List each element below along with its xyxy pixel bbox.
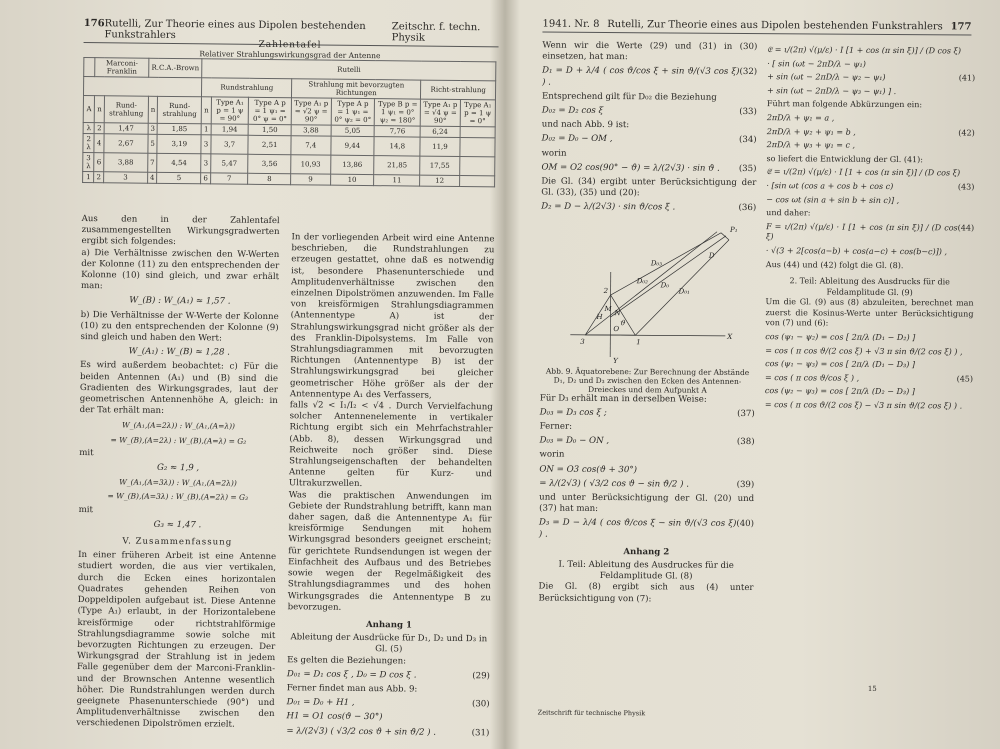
equation: [287, 697, 490, 710]
paragraph: Die Gl. (34) ergibt unter Berücksichtigung der Gl. (33), (35) und (20):: [541, 176, 757, 199]
fig-label: M: [604, 304, 612, 313]
figure-9-diagram: [540, 216, 756, 367]
table-cell: 3,7: [211, 135, 249, 154]
equation-number: (41): [958, 73, 976, 83]
figure-caption: Abb. 9. Äquatorebene: Zur Berechnung der Abstände D₁, D₂ und D₃ zwischen den Ecken des Antennen-Dreieckes und dem Aufpunkt A: [545, 366, 750, 395]
equation-body: 2πD/λ + ψ₂ + ψ₁ = b ,: [766, 126, 856, 137]
right-page: [517, 18, 977, 746]
equation: [539, 478, 754, 491]
table-cell: [459, 156, 495, 175]
equation-body: · [ sin (ωt − 2πD/λ − ψ₁): [767, 58, 866, 69]
equation: [540, 407, 755, 420]
equation: [766, 246, 974, 258]
fig-label: H: [596, 312, 603, 321]
equation: [286, 712, 489, 725]
table-cell: 2: [94, 172, 104, 183]
table-cell: 1,50: [248, 124, 291, 135]
appendix-subtitle: I. Teil: Ableitung des Ausdruckes für die Feldamplitude Gl. (8): [558, 559, 734, 582]
appendix-title: Anhang 2: [623, 547, 670, 558]
right-page-number: 177: [950, 21, 972, 33]
efficiency-table: [82, 57, 496, 187]
table-corner: [84, 58, 96, 77]
table-cell: 5: [148, 134, 158, 153]
equation: [767, 127, 975, 139]
table-header: Rund-strahlung: [104, 96, 148, 123]
formula: G₂ ≈ 1,9 ,: [156, 462, 200, 474]
table-cell: 10,93: [291, 155, 331, 174]
equation: [286, 726, 489, 739]
equation-number: (36): [738, 203, 757, 214]
paragraph: Wenn wir die Werte (29) und (31) in (30) einsetzen, hat man:: [542, 40, 758, 63]
subgroup-spacer: [83, 77, 201, 97]
equation-number: (34): [738, 135, 757, 146]
equation-number: (31): [471, 727, 490, 738]
table-cell: 1: [83, 172, 95, 183]
group-marconi: Marconi-Franklin: [95, 58, 149, 78]
table-cell: 4,54: [157, 153, 201, 172]
equation-number: (45): [956, 374, 974, 384]
paragraph: Um die Gl. (9) aus (8) abzuleiten, berechnet man zuerst die Kosinus-Werte unter Berücksichtigung von (7) und (6):: [765, 297, 974, 329]
equation-body: = cos ( π cos ϑ/(2 cos ξ) + √3 π sin ϑ/(2 cos ξ) ) ,: [765, 345, 963, 357]
table-cell: 8: [248, 173, 291, 184]
table-header: n: [95, 96, 105, 123]
equation-body: cos (ψ₂ − ψ₃) = cos [ 2π/λ (D₂ − D₃) ]: [764, 386, 915, 397]
paragraph: In einer früheren Arbeit ist eine Antenne studiert worden, die aus vier vertikalen, durch die Ecken eines horizontalen Quadrates gehenden Reihen von Doppeldipolen aufgebaut ist. Diese Antenne (Type A₁) erlaubt, in der Horizontalebene kreisförmige oder richtstrahlförmige Strahlungsdiagramme sowie solche mit bevorzugten Richtungen zu erzeugen. Der Wirkungsgrad der Strahlung ist in jedem Falle gegenüber dem der Marconi-Franklin- und der Brownschen Antenne wesentlich höher. Die Rundstrahlungen werden durch geeignete Phasenunterschiede (90°) und Amplitudenverhältnisse zwischen den verschiedenen Dipolströmen erzielt.: [76, 550, 277, 731]
paragraph: Aus (44) und (42) folgt die Gl. (8).: [765, 259, 904, 270]
label: und daher:: [766, 208, 811, 218]
table-cell: 9: [291, 174, 331, 185]
equation-body: = λ/(2√3) ( √3/2 cos ϑ + sin ϑ/2 ) .: [286, 725, 437, 738]
appendix-subtitle: Ableitung der Ausdrücke für D₁, D₂ und D₃ in Gl. (5): [290, 632, 488, 655]
label: mit: [78, 504, 94, 515]
equation-body: D₀₁ = D₁ cos ξ , D₀ = D cos ξ .: [286, 668, 417, 681]
equation: [767, 140, 975, 152]
equation-number: (43): [957, 182, 975, 192]
left-page-number: 176: [83, 18, 105, 30]
equation-number: (39): [736, 479, 755, 490]
equation-body: OM = O2 cos(90° − ϑ) = λ/(2√3) · sin ϑ .: [541, 162, 720, 174]
equation: [767, 86, 975, 98]
table-header: Type A p = 1 ψ₁ = 0° ψ = 0°: [249, 97, 292, 124]
right-column-1: [538, 41, 757, 606]
equation-body: + sin (ωt − 2πD/λ − ψ₂ − ψ₁): [767, 72, 886, 83]
paragraph: Es gelten die Beziehungen:: [287, 654, 407, 666]
table-cell: 3: [201, 154, 211, 173]
journal-abbrev: Zeitschr. f. techn. Physik: [391, 21, 481, 44]
equation-body: D₀₁ = D₀ + H1 ,: [286, 697, 355, 709]
table-cell: 4: [94, 134, 104, 153]
equation-number: (35): [738, 163, 757, 174]
table-cell: 7: [210, 173, 248, 184]
table-cell: 2 λ: [83, 134, 95, 153]
table-header: Rund-strahlung: [158, 96, 202, 123]
table-cell: 13,86: [330, 155, 374, 174]
paragraph: In der vorliegenden Arbeit wird eine Antenne beschrieben, die Rundstrahlungen zu erzeugen gestattet, ohne daß es notwendig ist, besondere Phasenunterschiede und Amplitudenverhältnisse zwischen den einzelnen Dipolströmen anzuwenden. Im Falle von kreisförmigen Strahlungsdiagrammen (Antennentype A) ist der Strahlungswirkungsgrad nicht größer als der des Franklin-Dipolsystems. Im Falle von Strahlungsdiagrammen mit bevorzugten Richtungen (Antennentype B) ist der Strahlungswirkungsgrad bei gleicher geometrischer Höhe größer als der der Antennentype A₁ des Verfassers,: [289, 232, 495, 401]
left-column-1: [76, 214, 279, 732]
equation-body: · √(3 + 2[cos(a−b) + cos(a−c) + cos(b−c)]) ,: [765, 246, 948, 257]
equation-body: + sin (ωt − 2πD/λ − ψ₃ − ψ₁) ] .: [767, 85, 897, 96]
table-header: Type A₁ p = 1 ψ = 0°: [460, 100, 496, 127]
subgroup-rund: Rundstrahlung: [202, 78, 292, 98]
right-running-title: Rutelli, Zur Theorie eines aus Dipolen bestehenden Funkstrahlers: [607, 19, 943, 33]
table-cell: 12: [420, 175, 460, 186]
equation-number: (40): [736, 519, 755, 530]
paragraph: a) Die Verhältnisse zwischen den W-Werten der Kolonne (11) zu den entsprechenden der Kolonne (10) sind gleich, und zwar erhält man:: [80, 247, 280, 292]
equation: [540, 436, 755, 449]
table-subtitle: Relativer Strahlungswirkungsgrad der Antenne: [199, 49, 381, 61]
formula: W_(A₁,(A=2λ)) : W_(A₁,(A=λ)): [122, 420, 236, 432]
equation-body: = λ/(2√3) ( √3/2 cos ϑ − sin ϑ/2 ) .: [539, 478, 689, 490]
paragraph: Aus den in der Zahlentafel zusammengestellten Wirkungsgradwerten ergibt sich folgendes:: [81, 214, 280, 248]
equation-body: D₂ = D − λ/(2√3) · sin ϑ/cos ξ .: [541, 201, 676, 213]
equation-body: 2πD/λ + ψ₁ = a ,: [766, 113, 835, 123]
equation-number: (30): [471, 699, 490, 710]
table-cell: 7: [148, 153, 158, 172]
paragraph: b) Die Verhältnisse der W-Werte der Kolonne (10) zu den entsprechenden der Kolonne (9) sind gleich und haben den Wert:: [80, 309, 279, 344]
fig-label: 1: [636, 337, 641, 346]
equation-body: D₃ = D − λ/4 ( cos ϑ/cos ξ − sin ϑ/(√3 cos ξ) ) .: [538, 518, 737, 540]
signature-mark: 15: [867, 684, 877, 693]
formula: W_(A₁,(A=3λ)) : W_(A₁,(A=2λ)): [119, 477, 237, 488]
section-title: 2. Teil: Ableitung des Ausdrucks für die Feldamplitude Gl. (9): [789, 276, 950, 297]
fig-label: Y: [613, 356, 618, 365]
equation-body: 𝔈 = ι/(2π) √(μ/ε) · I [1 + cos (π sin ξ)] / (D cos ξ): [766, 167, 961, 178]
paragraph: Für D₃ erhält man in derselben Weise:: [539, 393, 707, 405]
table-cell: 7,4: [291, 136, 331, 155]
table-cell: 6,24: [420, 126, 460, 137]
fig-label: X: [727, 332, 733, 341]
paragraph: Was die praktischen Anwendungen im Gebiete der Rundstrahlung betrifft, kann man daher sagen, daß die Antennentype A₁ für kreisförmige Sendungen mit hohem Wirkungsgrad besonders geeignet erscheint; für gerichtete Rundsendungen ist wegen der Einfachheit des Aufbaus und des Betriebes sowie wegen der Regelmäßigkeit des Strahlungsdiagrammes und des hohen Wirkungsgrades die Antennentype B zu bevorzugen.: [287, 489, 492, 613]
table-cell: 21,85: [374, 156, 420, 175]
table-cell: 3: [201, 135, 211, 154]
table-header: A: [83, 96, 95, 123]
paragraph: Ferner findet man aus Abb. 9:: [286, 683, 418, 695]
right-running-head: [542, 19, 971, 36]
equation: [767, 113, 975, 125]
fig-label: D₀₁: [678, 287, 690, 296]
table-cell: 1,47: [104, 123, 148, 134]
equation-number: (33): [739, 106, 757, 118]
equation-body: = cos ( π cos ϑ/(2 cos ξ) − √3 π sin ϑ/(2 cos ξ) ) .: [764, 400, 963, 411]
issue-label: 1941. Nr. 8: [542, 18, 600, 30]
left-page: [36, 18, 499, 748]
table-header: Type A p = 1 ψ₁ = 0° ψ₂ = 0°: [331, 98, 375, 125]
equation: [765, 400, 973, 412]
table-cell: 5: [157, 172, 201, 183]
fig-label: 3: [580, 337, 585, 346]
subgroup-bevorzugt: Strahlung mit bevorzugten Richtungen: [292, 79, 421, 99]
table-cell: 1,85: [157, 123, 201, 134]
right-column-2: [765, 42, 976, 415]
fig-label: O: [613, 324, 620, 333]
section-title: V. Zusammenfassung: [122, 536, 233, 548]
table-cell: 1,94: [211, 124, 249, 135]
paragraph: Entsprechend gilt für D₀₂ die Beziehung: [541, 91, 717, 103]
table-cell: 6: [201, 173, 211, 184]
equation-number: (32): [739, 67, 758, 78]
equation: [539, 518, 754, 542]
equation-number: (37): [737, 408, 755, 419]
equation-body: D₁ = D + λ/4 ( cos ϑ/cos ξ + sin ϑ/(√3 cos ξ) ) .: [542, 65, 740, 88]
table-header-row: [83, 96, 495, 127]
equation: [765, 346, 973, 358]
table-cell: 9,44: [330, 136, 374, 155]
group-rutelli: Rutelli: [202, 59, 496, 81]
paragraph: so liefert die Entwicklung der Gl. (41):: [766, 153, 923, 164]
table-cell: [460, 137, 496, 156]
equation: [542, 66, 757, 90]
paragraph: Die Gl. (8) ergibt sich aus (4) unter Berücksichtigung von (7):: [538, 582, 754, 605]
equation-body: 2πD/λ + ψ₃ + ψ₁ = c ,: [766, 140, 856, 150]
equation: [766, 195, 974, 207]
equation: [542, 106, 757, 119]
equation-number: (42): [958, 128, 975, 138]
table-cell: 11,9: [420, 137, 460, 156]
table-cell: 7,76: [374, 126, 420, 137]
ray-d0: [610, 235, 726, 318]
left-running-title: Rutelli, Zur Theorie eines aus Dipolen bestehenden Funkstrahlers: [104, 18, 366, 42]
equation: [541, 202, 756, 215]
table-cell: 3,88: [104, 153, 148, 172]
equation: [765, 373, 973, 385]
label: worin: [541, 148, 567, 159]
fig-label: D₀₃: [650, 258, 663, 268]
formula: = W_(B),(A=3λ) : W_(B),(A=2λ) = G₃: [107, 491, 249, 503]
equation: [542, 134, 757, 147]
fig-label: D: [708, 251, 715, 260]
subgroup-richt: Richt-strahlung: [421, 80, 496, 100]
table-cell: [460, 127, 495, 138]
equation: [766, 222, 974, 245]
table-header: Type A₁ p = √2 ψ = 90°: [291, 98, 331, 125]
table-cell: 3,88: [291, 125, 331, 136]
group-rca: R.C.A.-Brown: [149, 58, 203, 78]
table-cell: 3,56: [248, 154, 291, 173]
equation: [767, 72, 975, 84]
fig-label: N: [614, 308, 621, 317]
table-cell: 2,51: [248, 135, 291, 154]
equation-body: D₀₂ = D₀ − OM ,: [541, 133, 613, 145]
fig-label: ϑ: [620, 318, 626, 327]
equation-body: D₀₂ = D₂ cos ξ: [541, 105, 604, 117]
table-cell: 3: [148, 123, 158, 134]
label: Ferner:: [539, 421, 573, 432]
paragraph: und nach Abb. 9 ist:: [541, 119, 630, 131]
table-cell: [459, 175, 494, 186]
label: worin: [539, 450, 565, 461]
ray-d02: [585, 231, 717, 336]
table-cell: 14,8: [374, 137, 420, 156]
equation: [765, 387, 973, 399]
label: mit: [79, 447, 94, 459]
equation: [765, 332, 973, 344]
equation-number: (29): [472, 670, 490, 682]
table-header: Type B p = 1 ψ₁ = 0° ψ₂ = 180°: [375, 99, 421, 126]
equation-body: F = ι/(2π) √(μ/ε) · I [1 + cos (π sin ξ)] / (D cos ξ): [765, 221, 958, 242]
table-cell: 6: [94, 153, 104, 172]
table-header: Type A₁ p = 1 ψ = 90°: [211, 97, 249, 124]
table-cell: 11: [374, 175, 420, 186]
equation-body: cos (ψ₁ − ψ₂) = cos [ 2π/λ (D₁ − D₂) ]: [765, 332, 916, 343]
table-cell: 1: [201, 124, 211, 135]
equation-body: − cos ωt (sin a + sin b + sin c)] ,: [766, 194, 900, 205]
formula: W_(B) : W_(A₁) ≈ 1,57 .: [129, 295, 231, 308]
fig-label: D₀: [660, 281, 670, 290]
paragraph: Es wird außerdem beobachtet: c) Für die beiden Antennen (A₁) und (B) sind die Gradienten des Wirkungsgrades, laut der geometrischen Antennenhöhe A, gleich: in der Tat erhält man:: [79, 360, 279, 417]
table-cell: 5,05: [331, 125, 375, 136]
equation: [765, 359, 973, 371]
equation-body: D₀₃ = D₃ cos ξ ;: [539, 407, 607, 418]
fig-label: 2: [603, 286, 609, 295]
equation: [766, 181, 974, 193]
left-column-2: [286, 232, 494, 742]
equation-number: (44): [957, 223, 975, 233]
equation: [539, 464, 754, 477]
table-cell: λ: [83, 123, 95, 134]
table-cell: 4: [147, 172, 157, 183]
equation-body: cos (ψ₁ − ψ₃) = cos [ 2π/λ (D₁ − D₃) ]: [765, 359, 916, 370]
equation: [766, 167, 974, 179]
table-cell: 17,55: [420, 156, 460, 175]
number-table-block: [82, 38, 496, 187]
fig-label: P₁: [730, 225, 738, 234]
table-cell: 10: [330, 174, 374, 185]
table-header: n: [148, 96, 158, 123]
equation-body: 𝔈 = ι/(2π) √(μ/ε) · I [1 + cos (π sin ξ)] / (D cos ξ): [767, 45, 962, 56]
equation-number: (38): [736, 437, 755, 448]
paragraph: falls √2 < I₁/I₂ < √4 . Durch Vervielfachung solcher Antennenelemente in vertikaler Richtung ergibt sich ein Mehrfachstrahler (Abb. 8), dessen Wirkungsgrad und Reichweite noch größer sind. Diese Strahlungseigenschaften der behandelten Antenne gelten für Kurz- und Ultrakurzwellen.: [288, 400, 493, 490]
formula: G₃ ≈ 1,47 .: [153, 519, 202, 531]
table-title: Zahlentafel: [258, 39, 322, 51]
equation: [287, 669, 490, 682]
table-cell: 3 λ: [83, 153, 95, 172]
equation: [767, 59, 975, 71]
appendix-title: Anhang 1: [365, 619, 413, 631]
equation-body: · [sin ωt (cos a + cos b + cos c): [766, 181, 894, 191]
table-header: n: [202, 97, 212, 124]
table-cell: 2,67: [104, 134, 148, 153]
paragraph: und unter Berücksichtigung der Gl. (20) und (37) hat man:: [539, 492, 755, 515]
page-footer: Zeitschrift für technische Physik: [537, 708, 646, 718]
equation-body: H1 = O1 cos(ϑ − 30°): [286, 711, 383, 723]
formula: W_(A₁) : W_(B) ≈ 1,28 .: [128, 346, 230, 358]
equation-body: D₀₃ = D₀ − ON ,: [539, 435, 610, 447]
equation-body: ON = O3 cos(ϑ + 30°): [539, 464, 638, 475]
table-cell: 5,47: [211, 154, 249, 173]
formula: = W_(B),(A=2λ) : W_(B),(A=λ) = G₂: [110, 435, 247, 446]
equation: [767, 45, 975, 57]
y-axis-line: [610, 272, 611, 357]
table-cell: 2: [95, 123, 105, 134]
table-cell: 3: [104, 172, 148, 183]
equation-body: = cos ( π cos ϑ/cos ξ ) ,: [765, 372, 860, 383]
fig-label: D₀₂: [636, 276, 648, 285]
table-header: Type A₁ p = √4 ψ = 90°: [420, 99, 460, 126]
table-cell: 3,19: [157, 134, 201, 153]
equation: [541, 162, 756, 175]
paragraph: Führt man folgende Abkürzungen ein:: [766, 99, 923, 110]
